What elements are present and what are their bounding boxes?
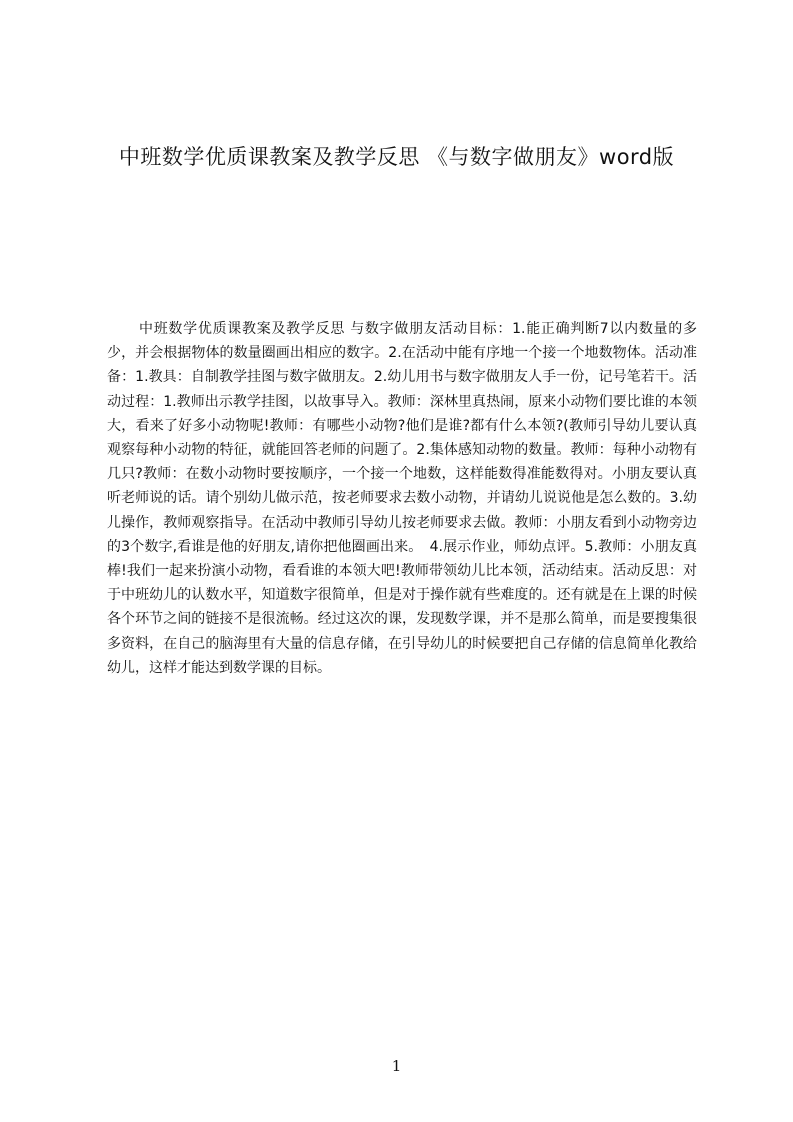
page-number: 1 [391,1057,402,1075]
document-body-paragraph: 中班数学优质课教案及教学反思 与数字做朋友活动目标：1.能正确判断7以内数量的多少，并会根据物体的数量圈画出相应的数字。2.在活动中能有序地一个接一个地数物体。活动准备：1.教具：自制教学挂图与数字做朋友。2.幼儿用书与数字做朋友人手一份，记号笔若干。活动过程：1.教师出示教学挂图，以故事导入。教师：深林里真热闹，原来小动物们要比谁的本领大，看来了好多小动物呢!教师：有哪些小动物?他们是谁?都有什么本领?(教师引导幼儿要认真观察每种小动物的特征，就能回答老师的问题了。2.集体感知动物的数量。教师：每种小动物有几只?教师：在数小动物时要按顺序，一个接一个地数，这样能数得准能数得对。小朋友要认真听老师说的话。请个别幼儿做示范，按老师要求去数小动物，并请幼儿说说他是怎么数的。3.幼儿操作，教师观察指导。在活动中教师引导幼儿按老师要求去做。教师：小朋友看到小动物旁边的3个数字,看谁是他的好朋友,请你把他圈画出来。 4.展示作业，师幼点评。5.教师：小朋友真棒!我们一起来扮演小动物，看看谁的本领大吧!教师带领幼儿比本领，活动结束。活动反思：对于中班幼儿的认数水平，知道数字很简单，但是对于操作就有些难度的。还有就是在上课的时候各个环节之间的链接不是很流畅。经过这次的课，发现数学课，并不是那么简单，而是要搜集很多资料，在自己的脑海里有大量的信息存储，在引导幼儿的时候要把自己存储的信息简单化教给幼儿，这样才能达到数学课的目标。 [107,321,697,676]
document-title: 中班数学优质课教案及教学反思 《与数字做朋友》word版 [118,145,675,169]
